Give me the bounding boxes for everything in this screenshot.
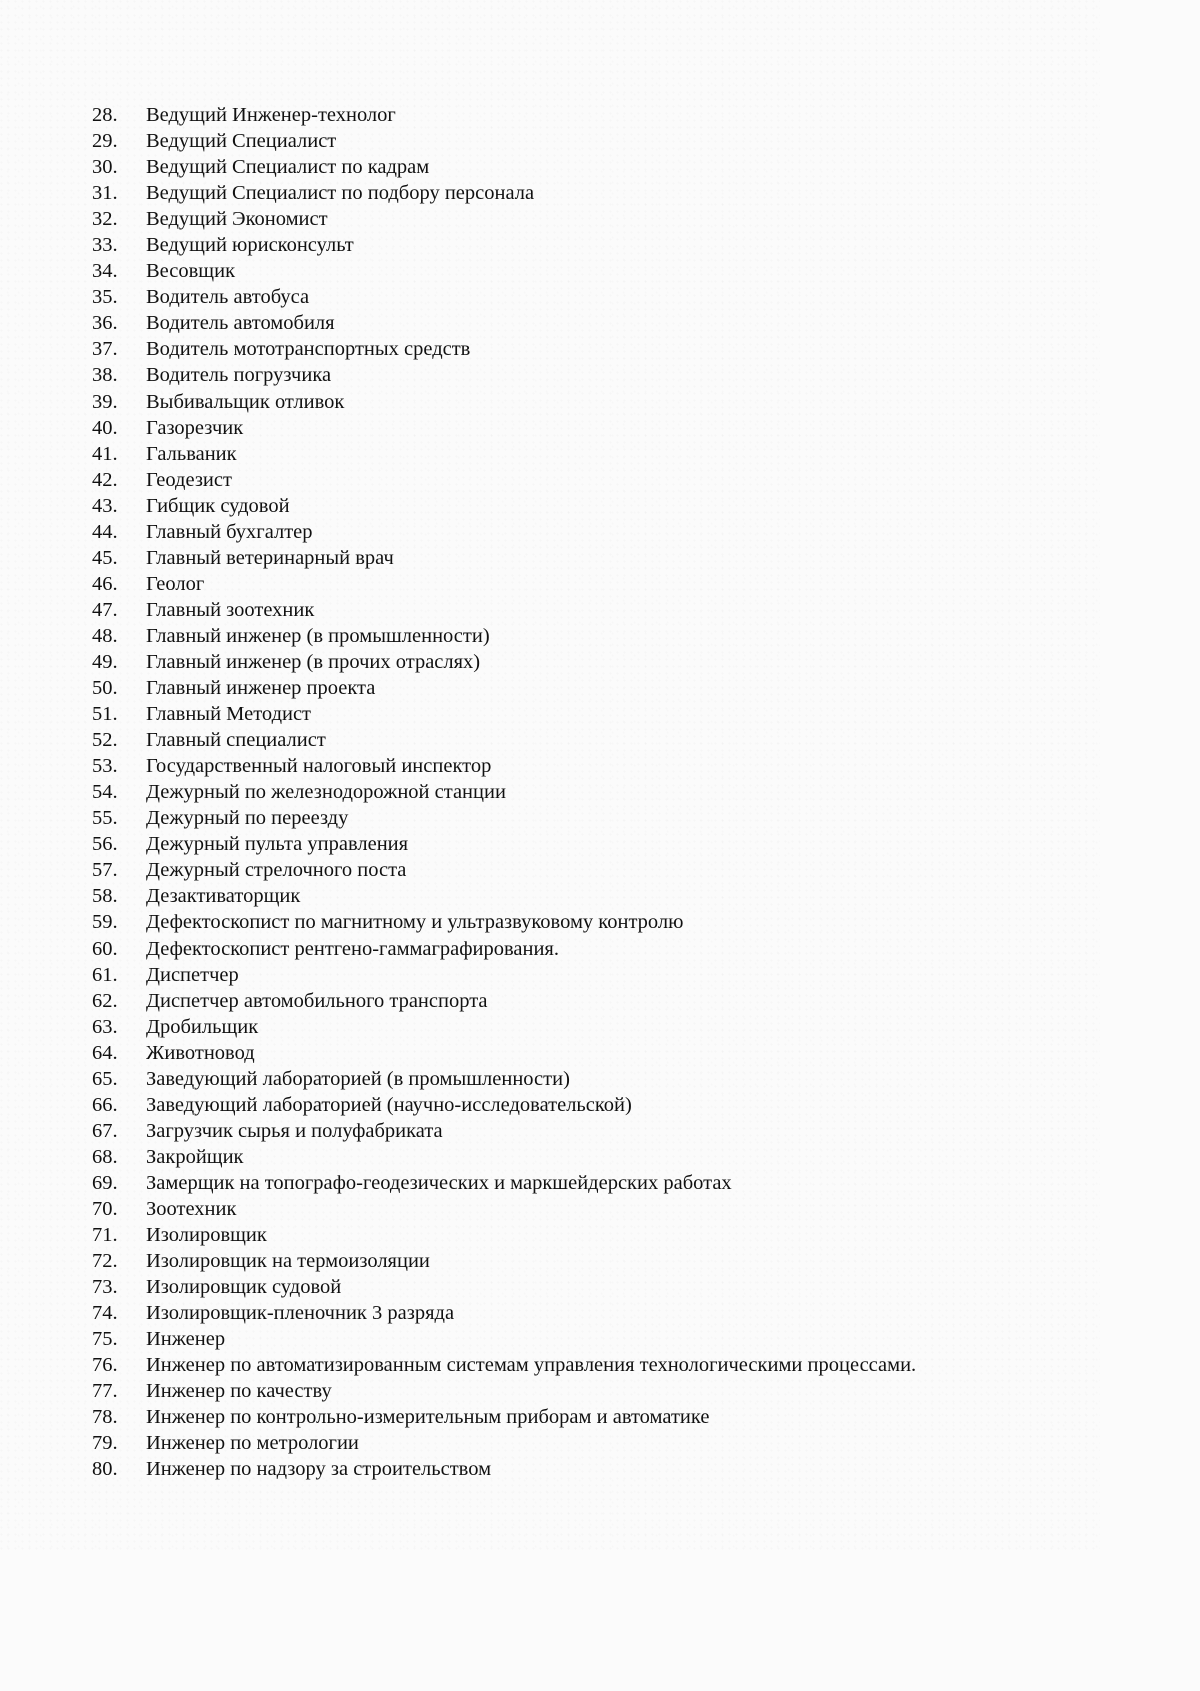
item-number: 35. (92, 286, 118, 309)
item-text: Весовщик (146, 260, 236, 283)
list-item (0, 1378, 1040, 1404)
item-number: 63. (92, 1015, 118, 1038)
item-text: Водитель мототранспортных средств (146, 338, 471, 361)
item-number: 62. (92, 989, 118, 1012)
list-item (0, 883, 1040, 909)
item-text: Ведущий Специалист по кадрам (146, 156, 430, 179)
list-item (0, 1456, 1040, 1482)
item-number: 54. (92, 781, 118, 804)
list-item (0, 128, 1040, 154)
list-item (0, 310, 1040, 336)
item-number: 38. (92, 364, 118, 387)
list-item (0, 1118, 1040, 1144)
list-item (0, 779, 1040, 805)
list-item (0, 1170, 1040, 1196)
item-number: 43. (92, 494, 118, 517)
list-item (0, 571, 1040, 597)
item-text: Водитель автомобиля (146, 312, 335, 335)
item-text: Инженер по контрольно-измерительным приборам и автоматике (146, 1406, 710, 1429)
item-text: Дефектоскопист по магнитному и ультразвуковому контролю (146, 911, 684, 934)
list-item (0, 258, 1040, 284)
item-text: Ведущий Инженер-технолог (146, 104, 396, 126)
item-number: 70. (92, 1197, 118, 1220)
item-text: Геодезист (146, 468, 232, 491)
item-number: 32. (92, 208, 118, 231)
list-item (0, 389, 1040, 415)
item-text: Замерщик на топографо-геодезических и маркшейдерских работах (146, 1171, 732, 1194)
item-number: 71. (92, 1224, 118, 1247)
item-text: Животновод (146, 1041, 255, 1064)
item-number: 47. (92, 598, 118, 621)
item-number: 57. (92, 859, 118, 882)
list-item (0, 857, 1040, 883)
item-text: Заведующий лабораторией (в промышленности) (146, 1067, 570, 1090)
item-text: Инженер (146, 1328, 226, 1351)
item-number: 74. (92, 1302, 118, 1325)
list-item (0, 362, 1040, 388)
item-text: Дробильщик (146, 1015, 259, 1038)
item-number: 33. (92, 234, 118, 257)
item-number: 48. (92, 624, 118, 647)
list-item (0, 701, 1040, 727)
item-number: 78. (92, 1406, 118, 1429)
list-item (0, 753, 1040, 779)
item-number: 59. (92, 911, 118, 934)
item-number: 72. (92, 1250, 118, 1273)
item-text: Инженер по автоматизированным системам управления технологическими процессами. (146, 1354, 917, 1377)
list-item (0, 1222, 1040, 1248)
list-item (0, 206, 1040, 232)
item-text: Диспетчер (146, 963, 239, 986)
item-number: 41. (92, 442, 118, 465)
item-number: 73. (92, 1276, 118, 1299)
item-text: Главный ветеринарный врач (146, 546, 394, 569)
item-number: 79. (92, 1432, 118, 1455)
item-text: Геолог (146, 572, 205, 595)
item-text: Ведущий юрисконсульт (146, 234, 354, 257)
item-text: Дежурный по переезду (146, 807, 349, 830)
item-number: 67. (92, 1119, 118, 1142)
list-item (0, 649, 1040, 675)
item-text: Ведущий Экономист (146, 208, 328, 231)
item-text: Изолировщик на термоизоляции (146, 1250, 430, 1273)
item-number: 75. (92, 1328, 118, 1351)
item-text: Главный инженер (в прочих отраслях) (146, 650, 481, 673)
item-number: 44. (92, 520, 118, 543)
item-text: Государственный налоговый инспектор (146, 755, 492, 778)
list-item (0, 909, 1040, 935)
item-number: 40. (92, 416, 118, 439)
item-text: Водитель погрузчика (146, 364, 332, 387)
list-item (0, 936, 1040, 962)
list-item (0, 597, 1040, 623)
item-number: 53. (92, 755, 118, 778)
list-item (0, 988, 1040, 1014)
item-number: 45. (92, 546, 118, 569)
item-number: 52. (92, 729, 118, 752)
item-number: 50. (92, 677, 118, 700)
item-number: 76. (92, 1354, 118, 1377)
item-text: Главный бухгалтер (146, 520, 313, 543)
item-text: Ведущий Специалист (146, 130, 337, 153)
item-text: Главный инженер (в промышленности) (146, 624, 490, 647)
list-item (0, 1430, 1040, 1456)
list-item (0, 727, 1040, 753)
list-item (0, 1300, 1040, 1326)
item-number: 28. (92, 104, 118, 126)
item-number: 46. (92, 572, 118, 595)
list-item (0, 675, 1040, 701)
list-item (0, 1352, 1040, 1378)
item-number: 58. (92, 885, 118, 908)
list-item (0, 545, 1040, 571)
list-item (0, 180, 1040, 206)
item-number: 66. (92, 1093, 118, 1116)
item-text: Главный зоотехник (146, 598, 315, 621)
list-item (0, 1092, 1040, 1118)
list-item (0, 519, 1040, 545)
item-text: Зоотехник (146, 1197, 237, 1220)
item-number: 29. (92, 130, 118, 153)
item-number: 39. (92, 390, 118, 413)
item-text: Водитель автобуса (146, 286, 310, 309)
item-text: Дежурный стрелочного поста (146, 859, 407, 882)
list-item (0, 1404, 1040, 1430)
item-number: 65. (92, 1067, 118, 1090)
item-number: 56. (92, 833, 118, 856)
item-number: 80. (92, 1458, 118, 1481)
item-number: 64. (92, 1041, 118, 1064)
item-number: 77. (92, 1380, 118, 1403)
profession-list (0, 102, 1040, 1482)
list-item (0, 623, 1040, 649)
item-text: Дезактиваторщик (146, 885, 301, 908)
item-text: Главный Методист (146, 703, 312, 726)
list-item (0, 1196, 1040, 1222)
item-text: Гальваник (146, 442, 237, 465)
list-item (0, 1326, 1040, 1352)
item-text: Диспетчер автомобильного транспорта (146, 989, 488, 1012)
item-number: 68. (92, 1145, 118, 1168)
list-item (0, 154, 1040, 180)
list-item (0, 1040, 1040, 1066)
item-number: 60. (92, 937, 118, 960)
list-item (0, 441, 1040, 467)
list-item (0, 415, 1040, 441)
item-text: Изолировщик-пленочник 3 разряда (146, 1302, 455, 1325)
item-number: 49. (92, 650, 118, 673)
item-text: Инженер по надзору за строительством (146, 1458, 492, 1481)
list-item (0, 962, 1040, 988)
item-text: Заведующий лабораторией (научно-исследовательской) (146, 1093, 632, 1116)
item-text: Изолировщик судовой (146, 1276, 342, 1299)
item-number: 36. (92, 312, 118, 335)
item-number: 51. (92, 703, 118, 726)
item-text: Инженер по метрологии (146, 1432, 359, 1455)
item-text: Гибщик судовой (146, 494, 290, 517)
item-text: Выбивальщик отливок (146, 390, 345, 413)
item-number: 42. (92, 468, 118, 491)
item-text: Дефектоскопист рентгено-гаммаграфирования. (146, 937, 559, 960)
list-item (0, 232, 1040, 258)
item-text: Закройщик (146, 1145, 244, 1168)
item-number: 61. (92, 963, 118, 986)
item-text: Дежурный по железнодорожной станции (146, 781, 506, 804)
list-item (0, 1248, 1040, 1274)
item-text: Изолировщик (146, 1224, 267, 1247)
list-item (0, 102, 1040, 128)
item-number: 55. (92, 807, 118, 830)
list-item (0, 1066, 1040, 1092)
list-item (0, 493, 1040, 519)
item-text: Газорезчик (146, 416, 244, 439)
item-text: Инженер по качеству (146, 1380, 332, 1403)
item-number: 69. (92, 1171, 118, 1194)
list-item (0, 831, 1040, 857)
item-text: Ведущий Специалист по подбору персонала (146, 182, 535, 205)
list-item (0, 284, 1040, 310)
item-number: 30. (92, 156, 118, 179)
list-item (0, 1144, 1040, 1170)
item-text: Загрузчик сырья и полуфабриката (146, 1119, 443, 1142)
list-item (0, 805, 1040, 831)
item-number: 34. (92, 260, 118, 283)
item-text: Главный специалист (146, 729, 326, 752)
item-text: Дежурный пульта управления (146, 833, 409, 856)
list-item (0, 467, 1040, 493)
item-text: Главный инженер проекта (146, 677, 376, 700)
list-item (0, 1014, 1040, 1040)
list-item (0, 336, 1040, 362)
list-item (0, 1274, 1040, 1300)
item-number: 37. (92, 338, 118, 361)
item-number: 31. (92, 182, 118, 205)
